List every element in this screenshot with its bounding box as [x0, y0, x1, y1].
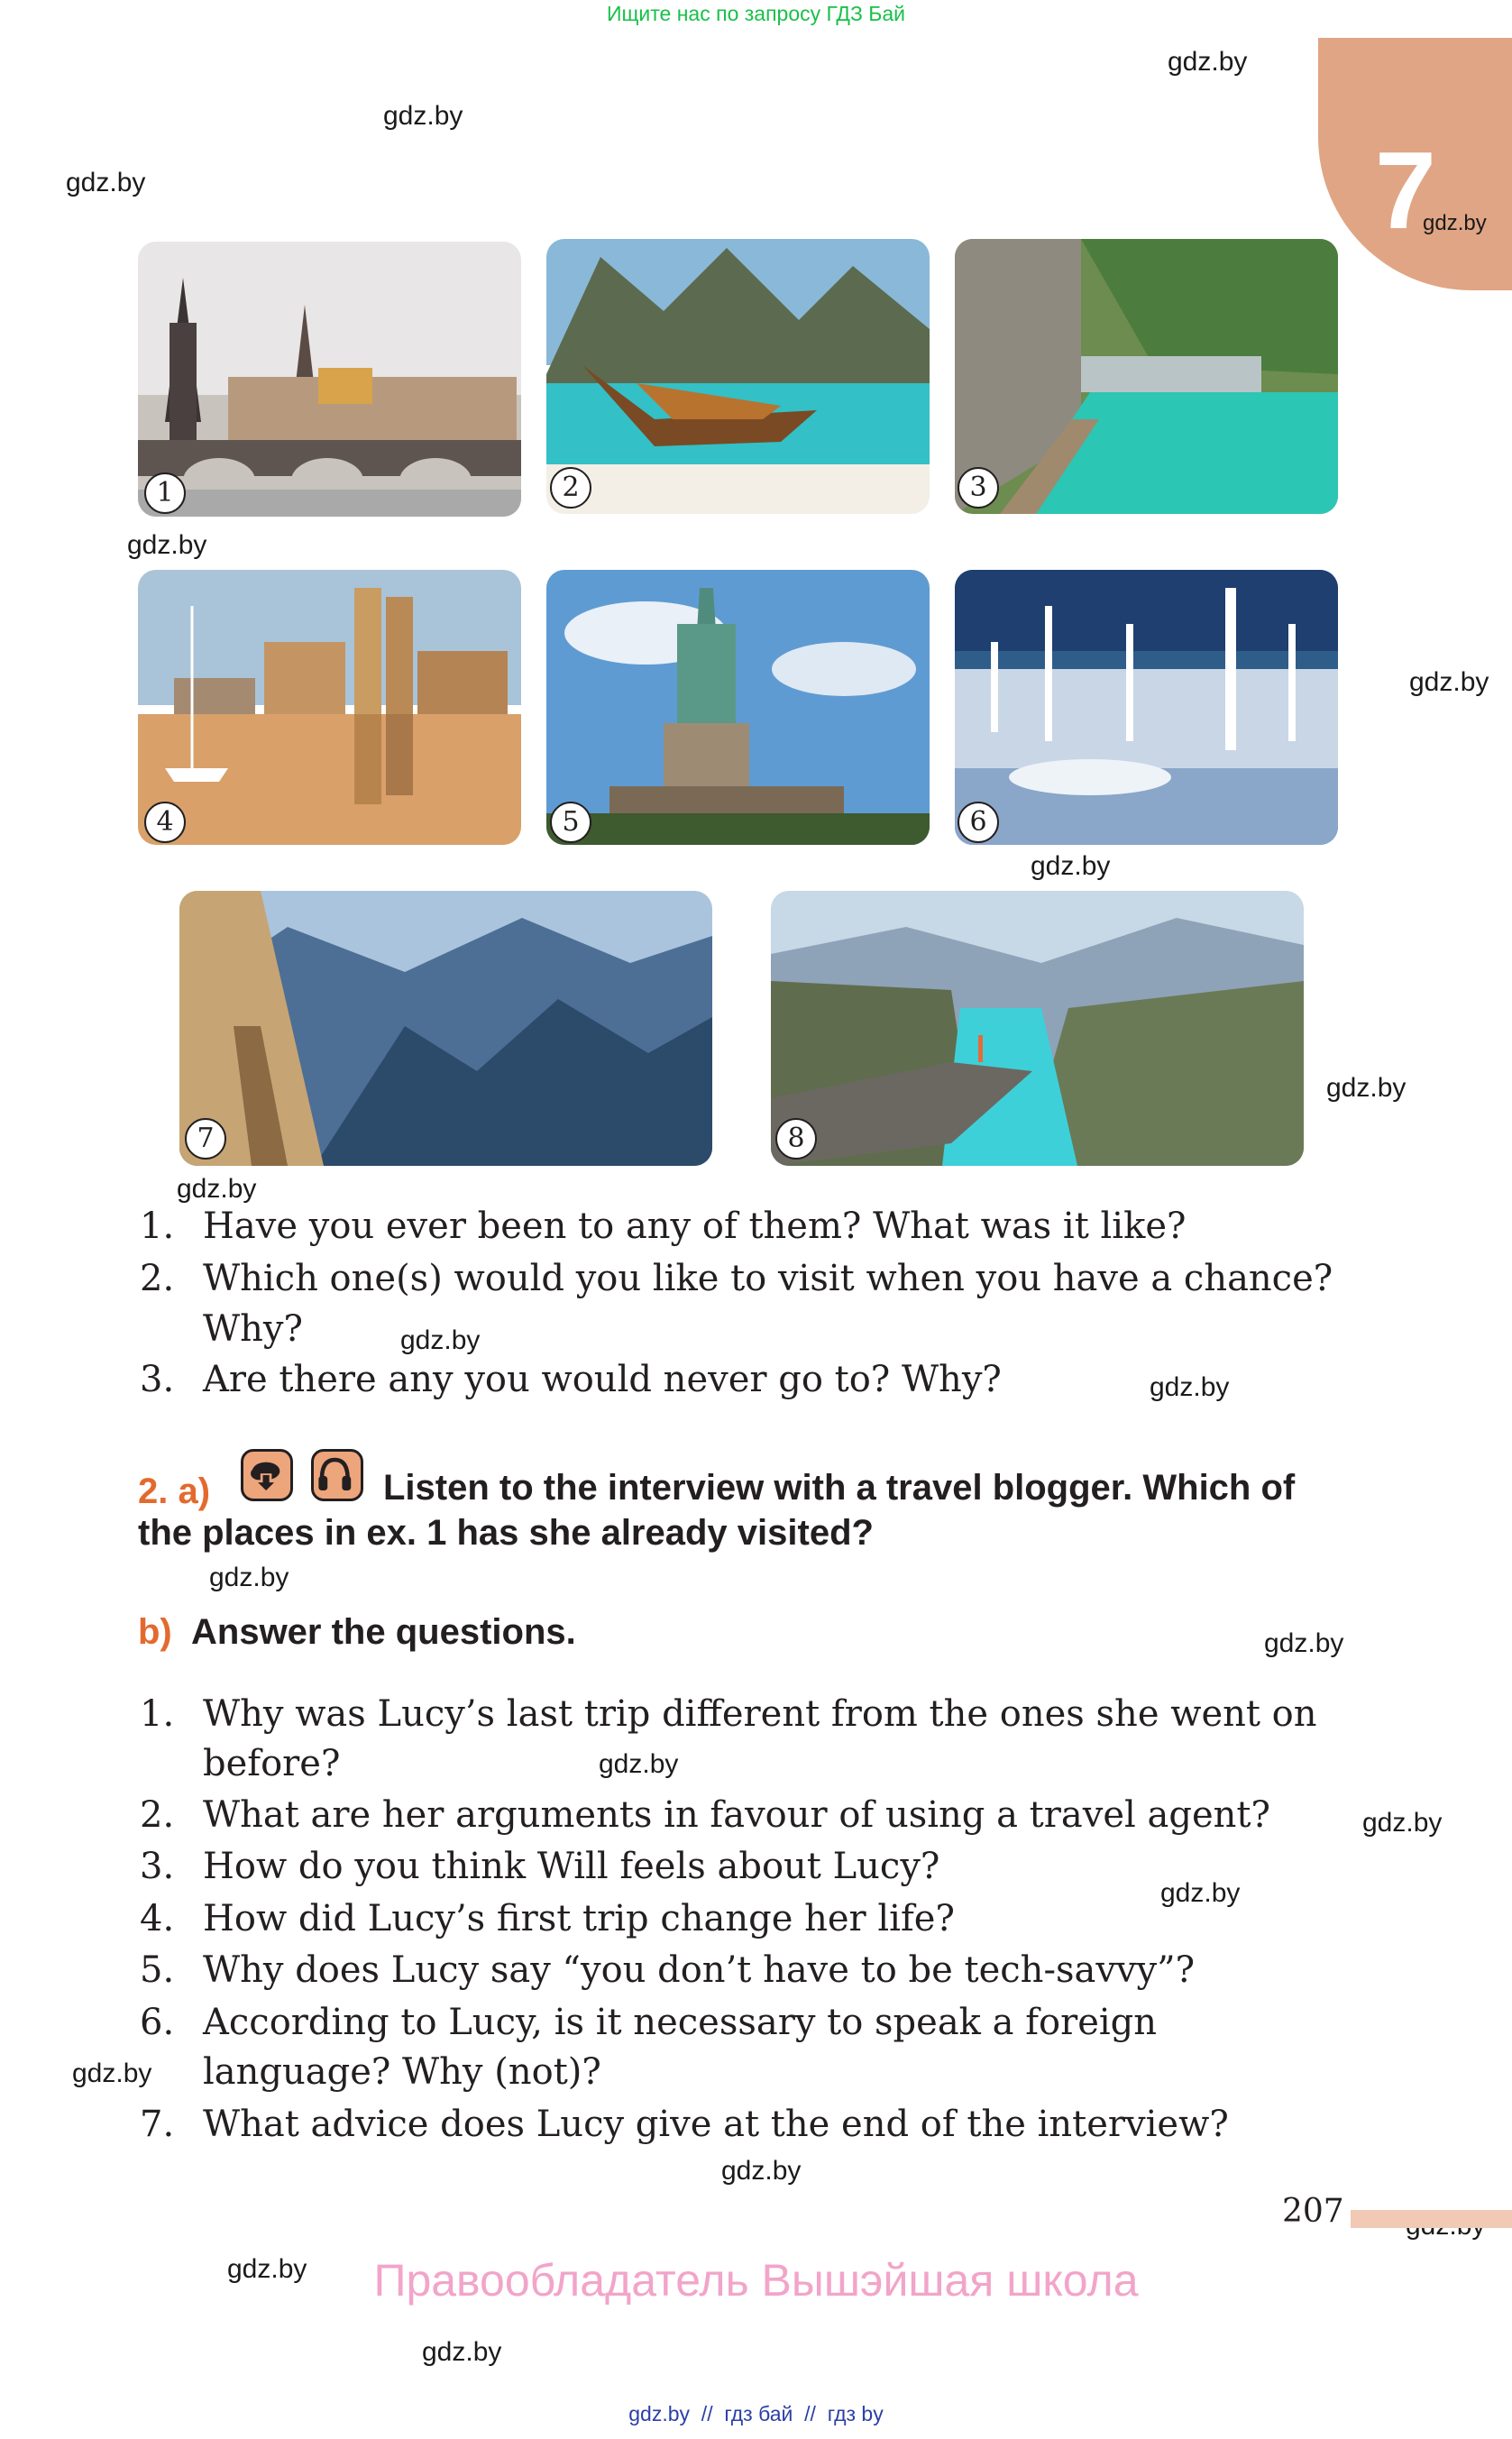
listening-question-5-text: Why does Lucy say “you don’t have to be tech-savvy”? [203, 1949, 1196, 1991]
watermark: gdz.by [721, 2156, 802, 2186]
watermark: gdz.by [1031, 851, 1111, 881]
listening-question-3-text: How do you think Will feels about Lucy? [203, 1846, 940, 1887]
listening-question-1-text-cont: before? [203, 1743, 341, 1784]
watermark: gdz.by [1326, 1073, 1407, 1103]
watermark: gdz.by [66, 168, 146, 197]
photo-fjord-cliff [771, 891, 1304, 1166]
watermark: gdz.by [72, 2058, 152, 2088]
photo-mosque [955, 570, 1338, 845]
listening-question-1-number: 1. [140, 1693, 175, 1735]
task-2a-instruction-cont: the places in ex. 1 has she already visited? [138, 1513, 874, 1553]
watermark: gdz.by [1264, 1628, 1344, 1658]
photo-city-skyline [138, 570, 521, 845]
watermark: gdz.by [383, 101, 463, 131]
photo-prague [138, 242, 521, 517]
question-3-number: 3. [140, 1359, 175, 1400]
cloud-download-icon[interactable] [241, 1449, 293, 1501]
photo-number: 4 [144, 802, 186, 843]
headphones-icon[interactable] [311, 1449, 363, 1501]
question-3-text: Are there any you would never go to? Why? [203, 1359, 1002, 1400]
watermark: gdz.by [209, 1563, 289, 1592]
listening-question-6-text-cont: language? Why (not)? [203, 2051, 601, 2093]
watermark: gdz.by [1362, 1808, 1443, 1838]
photo-longtail-boat [546, 239, 930, 514]
page-number-bar [1351, 2210, 1512, 2228]
listening-question-7-text: What advice does Lucy give at the end of the interview? [203, 2104, 1229, 2145]
listening-question-4-text: How did Lucy’s first trip change her life? [203, 1898, 955, 1939]
listening-question-2-text: What are her arguments in favour of using a travel agent? [203, 1794, 1270, 1836]
top-search-note: Ищите нас по запросу ГДЗ Бай [606, 2, 906, 25]
watermark: gdz.by [422, 2337, 502, 2367]
watermark: gdz.by [1150, 1372, 1230, 1402]
page-number: 207 [1282, 2193, 1344, 2230]
listening-question-7-number: 7. [140, 2104, 175, 2145]
photo-number: 5 [550, 802, 591, 843]
watermark: gdz.by [127, 530, 207, 560]
question-2-text-cont: Why? [203, 1308, 303, 1350]
question-2-number: 2. [140, 1258, 175, 1299]
unit-number: 7 [1375, 129, 1436, 252]
watermark: gdz.by [599, 1749, 679, 1779]
photo-coast-cliffs [955, 239, 1338, 514]
question-1-text: Have you ever been to any of them? What was it like? [203, 1206, 1187, 1247]
question-1-number: 1. [140, 1206, 175, 1247]
watermark: gdz.by [227, 2254, 307, 2284]
listening-question-3-number: 3. [140, 1846, 175, 1887]
footer-links[interactable]: gdz.by // гдз бай // гдз by [628, 2402, 884, 2425]
listening-question-4-number: 4. [140, 1898, 175, 1939]
listening-question-5-number: 5. [140, 1949, 175, 1991]
watermark: gdz.by [1168, 47, 1248, 77]
task-2b-label: b) [138, 1612, 172, 1652]
watermark: gdz.by [1160, 1878, 1241, 1908]
task-2a-instruction: Listen to the interview with a travel blogger. Which of [383, 1468, 1296, 1508]
task-2b-instruction: Answer the questions. [191, 1612, 576, 1652]
photo-mountain-trail [179, 891, 712, 1166]
listening-question-6-number: 6. [140, 2002, 175, 2043]
task-2-number: 2. a) [138, 1472, 211, 1511]
listening-question-1-text: Why was Lucy’s last trip different from the ones she went on [203, 1693, 1317, 1735]
listening-question-2-number: 2. [140, 1794, 175, 1836]
watermark: gdz.by [1423, 211, 1487, 235]
watermark: gdz.by [1409, 667, 1489, 697]
photo-number: 3 [958, 467, 999, 509]
photo-statue-of-liberty [546, 570, 930, 845]
photo-number: 2 [550, 467, 591, 509]
listening-question-6-text: According to Lucy, is it necessary to speak a foreign [203, 2002, 1158, 2043]
photo-number: 7 [185, 1118, 226, 1160]
photo-number: 1 [144, 472, 186, 514]
watermark: gdz.by [400, 1325, 481, 1355]
question-2-text: Which one(s) would you like to visit when you have a chance? [203, 1258, 1333, 1299]
rights-holder: Правообладатель Вышэйшая школа [373, 2255, 1139, 2306]
photo-number: 8 [775, 1118, 817, 1160]
watermark: gdz.by [177, 1174, 257, 1204]
photo-number: 6 [958, 802, 999, 843]
